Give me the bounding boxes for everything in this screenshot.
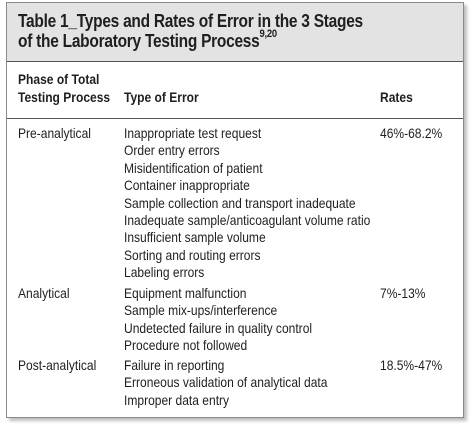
list-item: Inadequate sample/anticoagulant volume ratio — [124, 212, 371, 229]
table-title-line-1: Table 1_Types and Rates of Error in the 3 Stages — [18, 11, 363, 31]
list-item: Order entry errors — [124, 142, 220, 159]
header-bottom-rule — [7, 118, 463, 119]
column-header-phase-line-1: Phase of Total — [18, 71, 100, 87]
list-item: Equipment malfunction — [124, 285, 247, 301]
column-header-phase-line-2: Testing Process — [18, 89, 111, 105]
list-item: Container inappropriate — [124, 177, 250, 194]
list-item: Misidentification of patient — [124, 159, 263, 176]
list-item: Insufficient sample volume — [124, 229, 266, 246]
list-item: Failure in reporting — [124, 357, 225, 373]
row-phase-analytical: Analytical — [18, 285, 70, 301]
title-citation: 9,20 — [259, 28, 277, 40]
table-title-bar — [7, 3, 463, 61]
column-header-type: Type of Error — [124, 89, 199, 105]
row-phase-pre-analytical: Pre-analytical — [18, 125, 91, 141]
row-rate-analytical: 7%-13% — [380, 285, 426, 301]
list-item: Erroneous validation of analytical data — [124, 374, 328, 391]
row-phase-post-analytical: Post-analytical — [18, 357, 97, 373]
column-header-rates: Rates — [380, 89, 413, 105]
list-item: Improper data entry — [124, 391, 230, 408]
table-title-line-2 — [18, 28, 277, 52]
row-errors-analytical — [124, 285, 312, 355]
row-rate-post-analytical: 18.5%-47% — [380, 357, 443, 373]
list-item: Labeling errors — [124, 264, 205, 281]
row-rate-pre-analytical: 46%-68.2% — [380, 125, 443, 141]
row-errors-pre-analytical — [124, 125, 370, 282]
list-item: Sample mix-ups/interference — [124, 302, 278, 319]
table-title-line-2-text: of the Laboratory Testing Process — [18, 31, 260, 51]
row-errors-post-analytical — [124, 357, 327, 409]
list-item: Undetected failure in quality control — [124, 319, 313, 336]
list-item: Inappropriate test request — [124, 125, 262, 141]
list-item: Sorting and routing errors — [124, 246, 261, 263]
header-top-rule — [7, 61, 463, 62]
list-item: Procedure not followed — [124, 337, 248, 354]
table-container — [6, 2, 464, 418]
list-item: Sample collection and transport inadequate — [124, 194, 356, 211]
